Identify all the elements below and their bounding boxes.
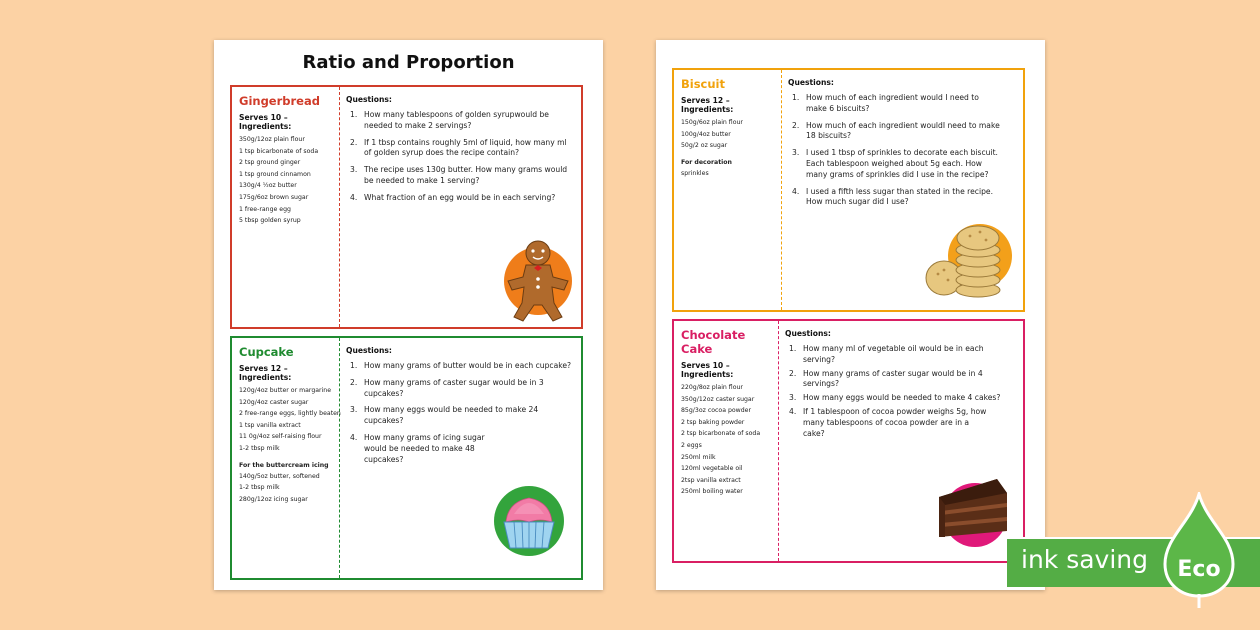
ink-saving-badge (1007, 537, 1260, 587)
questions-panel (340, 338, 581, 578)
ingredient-item: 220g/8oz plain flour (681, 384, 743, 391)
ingredient-item: 350g/12oz plain flour (239, 136, 305, 143)
question-item: 2. If 1 tbsp contains roughly 5ml of liquid, how many ml of golden syrup does the recipe contain? (350, 137, 567, 158)
ingredient-item: 175g/6oz brown sugar (239, 193, 309, 201)
recipe-card-gingerbread (230, 85, 583, 329)
ingredient-item: 2tsp vanilla extract (681, 476, 741, 484)
ingredient-item: 350g/12oz caster sugar (681, 395, 755, 403)
recipe-name: Cupcake (239, 345, 294, 359)
decoration-list (681, 168, 777, 180)
cupcake-icon (492, 484, 566, 558)
ingredient-item: 2 tsp ground ginger (239, 159, 301, 167)
questions-panel (782, 70, 1023, 310)
recipe-card-cupcake (230, 336, 583, 580)
ingredient-item: 120g/4oz butter or margarine (239, 387, 332, 394)
ingredient-item: 280g/12oz icing sugar (239, 495, 308, 503)
worksheet-page-left (214, 40, 603, 590)
ingredient-item: 1 tsp ground cinnamon (239, 170, 311, 178)
ingredient-item: 100g/4oz butter (681, 130, 731, 138)
question-item: 4. What fraction of an egg would be in each serving? (350, 192, 556, 202)
biscuit-stack-icon (922, 218, 1014, 300)
ingredients-panel (232, 87, 340, 327)
ingredient-list (681, 382, 774, 498)
question-item: 2. How much of each ingredient wouldI need to make 18 biscuits? (792, 120, 1000, 141)
ingredient-item: 2 free-range eggs, lightly beaten (239, 410, 341, 418)
page-title: Ratio and Proportion (302, 52, 515, 73)
ingredient-item: 120ml vegetable oil (681, 465, 743, 473)
question-item: 4. How many grams of icing sugar would be needed to make 48 cupcakes? (350, 432, 485, 464)
ingredient-item: 2 tsp baking powder (681, 418, 745, 426)
question-list (785, 344, 1017, 439)
ingredient-item: 1-2 tbsp milk (239, 444, 280, 452)
ingredient-item: 50g/2 oz sugar (681, 142, 728, 150)
ingredient-item: 1 tsp bicarbonate of soda (239, 147, 319, 155)
ingredient-list (239, 134, 335, 227)
question-list (788, 93, 1002, 208)
questions-panel (340, 87, 581, 327)
ingredient-item: 85g/3oz cocoa powder (681, 407, 752, 415)
recipe-name: Gingerbread (239, 94, 320, 108)
icing-list (239, 471, 335, 506)
ingredient-list (239, 385, 341, 455)
icing-heading: For the buttercream icing (239, 461, 329, 469)
ingredient-item: 1 tsp vanilla extract (239, 421, 301, 429)
eco-label: Eco (1177, 557, 1221, 582)
ingredients-panel (674, 321, 779, 561)
ingredients-panel (674, 70, 782, 310)
question-item: 3. I used 1 tbsp of sprinkles to decorate each biscuit. Each tablespoon weighed about 5g each. How many grams of sprinkles did I use in the recipe? (792, 148, 998, 179)
serves-heading: Serves 10 – Ingredients: (681, 361, 734, 379)
question-item: 1. How many grams of butter would be in each cupcake? (350, 361, 572, 370)
ingredient-item: 2 eggs (681, 441, 702, 449)
decoration-heading: For decoration (681, 158, 732, 166)
chocolate-cake-slice-icon (935, 475, 1011, 551)
ingredient-item: 1-2 tbsp milk (239, 484, 280, 492)
ink-saving-label: ink saving (1021, 545, 1149, 574)
recipe-card-chocolate-cake (672, 319, 1025, 563)
ingredient-item: 140g/5oz butter, softened (239, 472, 320, 480)
serves-heading: Serves 10 – Ingredients: (239, 113, 292, 131)
questions-heading: Questions: (788, 78, 834, 87)
ingredient-item: sprinkles (681, 169, 709, 177)
questions-panel (779, 321, 1023, 561)
question-item: 3. How many eggs would be needed to make 4 cakes? (789, 393, 1001, 403)
ingredient-item: 250ml boiling water (681, 488, 743, 496)
recipe-name: Biscuit (681, 77, 725, 91)
leaf-drop-icon (1161, 492, 1237, 610)
ingredient-list (681, 117, 777, 152)
question-item: 3. How many eggs would be needed to make 24 cupcakes? (350, 405, 539, 426)
questions-heading: Questions: (785, 329, 831, 338)
question-list (346, 361, 572, 465)
gingerbread-man-icon (498, 235, 574, 323)
question-item: 2. How many grams of caster sugar would be in 3 cupcakes? (350, 377, 544, 398)
questions-heading: Questions: (346, 346, 392, 355)
ingredient-item: 130g/4 ½oz butter (239, 182, 297, 190)
serves-heading: Serves 12 – Ingredients: (239, 364, 292, 382)
ingredients-panel (232, 338, 340, 578)
ingredient-item: 120g/4oz caster sugar (239, 398, 309, 406)
ingredient-item: 250ml milk (681, 453, 716, 461)
ingredient-item: 1 free-range egg (239, 205, 291, 213)
ingredient-item: 5 tbsp golden syrup (239, 217, 301, 225)
question-list (346, 110, 568, 204)
serves-heading: Serves 12 – Ingredients: (681, 96, 734, 114)
ingredient-item: 2 tsp bicarbonate of soda (681, 430, 761, 438)
worksheet-page-right (656, 40, 1045, 590)
ingredient-item: 150g/6oz plain flour (681, 119, 743, 126)
question-item: 1. How many ml of vegetable oil would be in each serving? (789, 344, 984, 364)
ingredient-item: 11 0g/4oz self-raising flour (239, 433, 322, 441)
question-item: 4. I used a fifth less sugar than stated in the recipe. How much sugar did I use? (792, 186, 993, 207)
recipe-card-biscuit (672, 68, 1025, 312)
recipe-name: Chocolate Cake (681, 328, 746, 356)
question-item: 1. How much of each ingredient would I need to make 6 biscuits? (792, 93, 979, 113)
question-item: 1. How many tablespoons of golden syrupwould be needed to make 2 servings? (350, 110, 549, 130)
questions-heading: Questions: (346, 95, 392, 104)
question-item: 2. How many grams of caster sugar would be in 4 servings? (789, 368, 983, 389)
question-item: 4. If 1 tablespoon of cocoa powder weighs 5g, how many tablespoons of cocoa powder are in a cake? (789, 406, 987, 438)
question-item: 3. The recipe uses 130g butter. How many grams would be needed to make 1 serving? (350, 165, 568, 185)
